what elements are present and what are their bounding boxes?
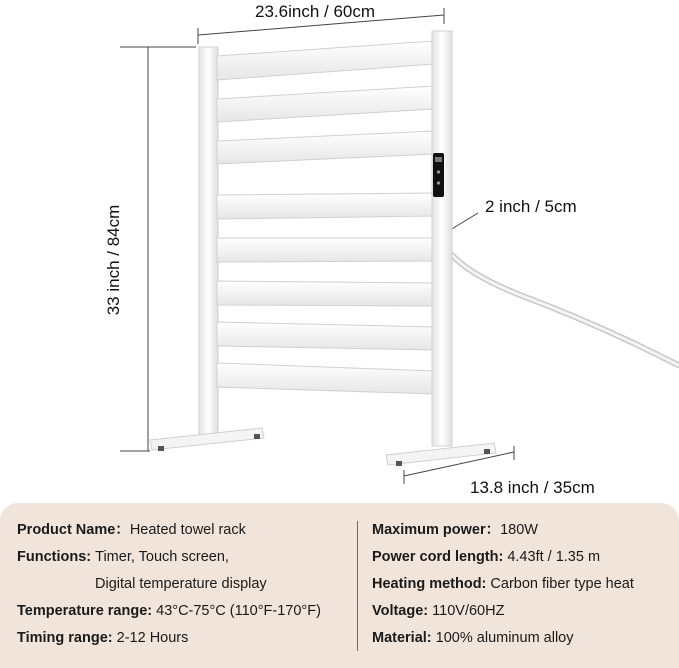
spec-row: [372, 598, 672, 625]
spec-value: 110V/60HZ: [432, 603, 505, 619]
spec-row: [17, 625, 352, 652]
spec-value: 100% aluminum alloy: [435, 630, 574, 646]
spec-value: Digital temperature display: [95, 576, 267, 592]
spec-value: Timer, Touch screen,: [95, 549, 229, 565]
spec-row: [372, 571, 672, 598]
spec-row: [17, 571, 352, 598]
heating-bars: [217, 41, 434, 394]
spec-value: Carbon fiber type heat: [490, 576, 634, 592]
spec-label: Temperature range:: [17, 603, 157, 619]
spec-label: Voltage:: [372, 603, 433, 619]
spec-row: [17, 544, 352, 571]
spec-value: 4.43ft / 1.35 m: [507, 549, 601, 565]
spec-label: Heating method:: [372, 576, 491, 592]
spec-value: 180W: [500, 522, 538, 538]
spec-row: [17, 517, 352, 544]
spec-label: Power cord length:: [372, 549, 508, 565]
spec-divider: [357, 521, 358, 651]
left-post: [199, 47, 218, 437]
spec-value: 43°C-75°C (110°F-170°F): [156, 603, 321, 619]
height-label: 33 inch / 84cm: [104, 204, 123, 316]
spec-panel: [0, 503, 679, 668]
height-dimension-line: [120, 47, 196, 451]
spec-row: [17, 598, 352, 625]
spec-column-left: [17, 517, 352, 652]
spec-value: 2-12 Hours: [116, 630, 189, 646]
right-post: [432, 31, 452, 446]
spec-value: Heated towel rack: [129, 522, 246, 538]
spec-label: Functions:: [17, 549, 96, 565]
spec-label: Timing range:: [17, 630, 117, 646]
spec-row: [372, 625, 672, 652]
width-label: 23.6inch / 60cm: [255, 2, 376, 21]
spec-row: [372, 544, 672, 571]
spec-label: Maximum power：: [372, 522, 501, 538]
spec-label: Material:: [372, 630, 436, 646]
spec-row: [372, 517, 672, 544]
depth-label: 13.8 inch / 35cm: [470, 478, 595, 497]
spec-column-right: [372, 517, 672, 652]
thickness-label: 2 inch / 5cm: [485, 197, 577, 216]
spec-label: Product Name：: [17, 522, 130, 538]
